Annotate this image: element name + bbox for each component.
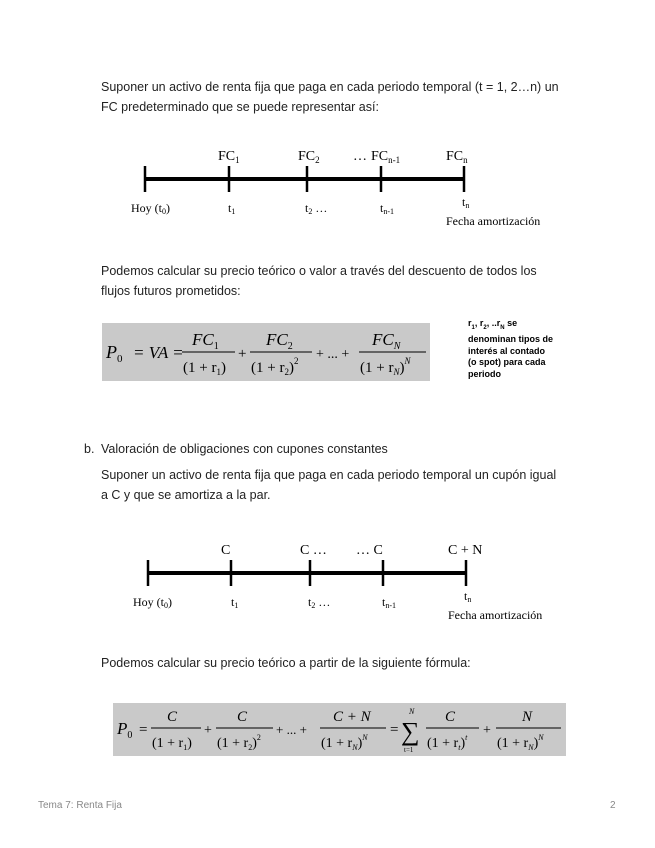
timeline-2-label-hoy: Hoy (t0) [133, 595, 172, 610]
timeline-1-label-t1: t1 [228, 201, 236, 216]
formula-1-mid: + ... + [316, 347, 350, 362]
formula-2-eq: = [139, 722, 148, 738]
section-b-line-1: Suponer un activo de renta fija que paga en cada periodo temporal un cupón igual [101, 468, 557, 482]
section-b-marker: b. [84, 442, 95, 456]
formula-1-lhs: $P_0$ [106, 342, 123, 365]
side-note-line-1: $r_1$, $r_2$, $..r_N$ se [468, 318, 518, 331]
formula-2-den-3: $(1 + r_N)^N$ [321, 733, 368, 752]
calc-1-line-2: flujos futuros prometidos: [101, 284, 241, 298]
page-number: 2 [610, 800, 616, 811]
calc-paragraph-2 [101, 653, 601, 673]
timeline-1-label-t2: t2 … [305, 201, 328, 216]
timeline-1-label-tn: tn [462, 195, 470, 210]
formula-2-mid: + ... + [276, 722, 307, 737]
side-note-line-3: interés al contado [468, 345, 546, 356]
formula-1-den-n: $(1 + r_N)^N$ [360, 356, 411, 377]
formula-2-lhs: $P_0$ [117, 719, 133, 741]
footer-left: Tema 7: Renta Fija [38, 800, 122, 811]
side-note-line-4: (o spot) para cada [468, 357, 546, 368]
section-b-title: Valoración de obligaciones con cupones constantes [101, 442, 388, 456]
timeline-1-label-dots: … [353, 149, 367, 164]
timeline-1-label-hoy: Hoy (t0) [131, 201, 170, 216]
intro-line-2: FC predeterminado que se puede representar así: [101, 100, 379, 114]
timeline-2-label-t2: t2 … [308, 595, 331, 610]
formula-2-den-5: $(1 + r_N)^N$ [497, 733, 544, 752]
formula-1-den-1: $(1 + r_1)$ [183, 360, 226, 377]
formula-2-sigma: ∑ [401, 717, 420, 746]
intro-line-1: Suponer un activo de renta fija que paga en cada periodo temporal (t = 1, 2…n) un [101, 80, 559, 94]
formula-2-num-3: C + N [333, 709, 371, 725]
formula-2-den-1: $(1 + r_1)$ [152, 736, 192, 752]
timeline-2-label-c1: C [221, 543, 231, 558]
timeline-1-label-tn1: tn-1 [380, 201, 395, 216]
formula-2 [113, 703, 566, 756]
formula-1-den-2: $(1 + r_2)^2$ [251, 356, 299, 377]
formula-2-num-4: C [445, 709, 456, 725]
formula-1-eq-va: = VA = [133, 343, 184, 362]
formula-2-sigma-bottom: t=1 [404, 746, 414, 754]
formula-2-plus-1: + [204, 723, 212, 738]
timeline-2-label-tn: tn [464, 589, 472, 604]
formula-2-den-2: $(1 + r_2)^2$ [217, 733, 261, 752]
formula-2-sigma-top: N [409, 707, 415, 716]
calc-1-line-1: Podemos calcular su precio teórico o valor a través del descuento de todos los [101, 264, 537, 278]
formula-1-num-2: $FC_2$ [266, 330, 293, 352]
formula-2-num-5: N [522, 709, 533, 725]
timeline-2-label-cn: C + N [448, 543, 483, 558]
side-note-line-5: periodo [468, 368, 501, 379]
formula-2-eq-2: = [390, 722, 399, 738]
timeline-1-label-maturity: Fecha amortización [446, 214, 541, 228]
timeline-1-label-fc1: $FC_1$ [218, 149, 240, 165]
timeline-2-label-tn1: tn-1 [382, 595, 397, 610]
formula-2-den-4: $(1 + r_t)^t$ [427, 733, 468, 752]
timeline-2-label-maturity: Fecha amortización [448, 608, 543, 622]
timeline-2-label-t1: t1 [231, 595, 239, 610]
timeline-1-label-fcn: $FC_n$ [446, 149, 468, 165]
timeline-1-label-fc2: $FC_2$ [298, 149, 320, 165]
formula-2-plus-2: + [483, 723, 491, 738]
formula-1-plus-1: + [238, 346, 247, 362]
timeline-2-label-c3: … C [356, 543, 383, 558]
formula-1-num-n: $FC_N$ [372, 330, 401, 352]
side-note-line-2: denominan tipos de [468, 334, 554, 345]
timeline-1-label-fcn1: $FC_{n-1}$ [371, 149, 401, 165]
calc-2-line-1: Podemos calcular su precio teórico a partir de la siguiente fórmula: [101, 656, 471, 670]
timeline-2-label-c2: C … [300, 543, 327, 558]
formula-2-num-1: C [167, 709, 178, 725]
formula-1-num-1: $FC_1$ [192, 330, 219, 352]
section-b-line-2: a C y que se amortiza a la par. [101, 488, 271, 502]
formula-2-num-2: C [237, 709, 248, 725]
